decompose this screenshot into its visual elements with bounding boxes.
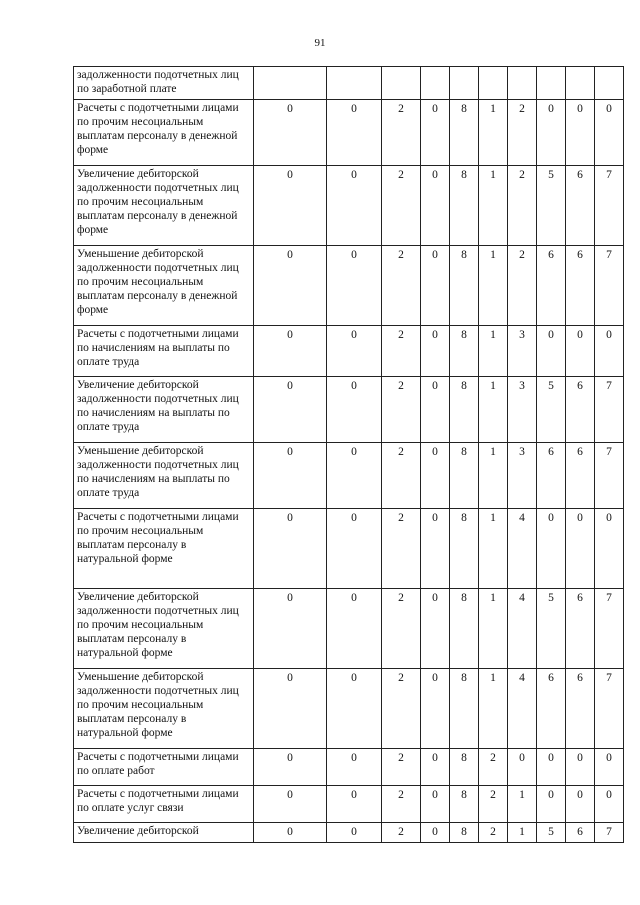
code-digit-cell: 0 bbox=[421, 246, 450, 326]
code-digit-cell: 8 bbox=[450, 166, 479, 246]
code-digit-cell: 0 bbox=[421, 749, 450, 786]
code-digit-cell: 8 bbox=[450, 443, 479, 509]
table-row bbox=[74, 100, 624, 166]
code-digit-cell: 8 bbox=[450, 669, 479, 749]
code-digit-cell: 6 bbox=[566, 377, 595, 443]
code-digit-cell: 0 bbox=[595, 100, 624, 166]
code-digit-cell: 0 bbox=[327, 749, 382, 786]
code-digit-cell: 7 bbox=[595, 669, 624, 749]
code-digit-cell: 0 bbox=[566, 326, 595, 377]
table-row bbox=[74, 786, 624, 823]
code-digit-cell: 0 bbox=[327, 589, 382, 669]
code-digit-cell: 0 bbox=[254, 749, 327, 786]
code-digit-cell: 8 bbox=[450, 246, 479, 326]
table-row bbox=[74, 589, 624, 669]
table-row bbox=[74, 443, 624, 509]
code-digit-cell: 0 bbox=[595, 786, 624, 823]
code-digit-cell: 8 bbox=[450, 749, 479, 786]
code-digit-cell bbox=[382, 67, 421, 100]
code-digit-cell: 0 bbox=[327, 823, 382, 843]
code-digit-cell: 2 bbox=[382, 589, 421, 669]
code-digit-cell: 0 bbox=[421, 509, 450, 589]
code-digit-cell: 1 bbox=[508, 823, 537, 843]
code-digit-cell: 8 bbox=[450, 786, 479, 823]
code-digit-cell: 2 bbox=[508, 166, 537, 246]
code-digit-cell: 2 bbox=[382, 377, 421, 443]
code-digit-cell: 8 bbox=[450, 589, 479, 669]
code-digit-cell: 2 bbox=[479, 749, 508, 786]
account-name-cell: Увеличение дебиторской задолженности подотчетных лиц по прочим несоциальным выплатам персоналу в денежной форме bbox=[74, 166, 254, 246]
code-digit-cell bbox=[254, 67, 327, 100]
account-name-cell: Увеличение дебиторской задолженности подотчетных лиц по начислениям на выплаты по оплате труда bbox=[74, 377, 254, 443]
code-digit-cell: 0 bbox=[421, 669, 450, 749]
code-digit-cell: 7 bbox=[595, 589, 624, 669]
code-digit-cell: 0 bbox=[254, 589, 327, 669]
account-name-cell: Увеличение дебиторской задолженности подотчетных лиц по прочим несоциальным выплатам персоналу в натуральной форме bbox=[74, 589, 254, 669]
code-digit-cell: 2 bbox=[382, 509, 421, 589]
account-name-cell: Уменьшение дебиторской задолженности подотчетных лиц по прочим несоциальным выплатам персоналу в натуральной форме bbox=[74, 669, 254, 749]
code-digit-cell: 1 bbox=[479, 166, 508, 246]
code-digit-cell: 1 bbox=[479, 246, 508, 326]
account-name-cell: Расчеты с подотчетными лицами по оплате услуг связи bbox=[74, 786, 254, 823]
code-digit-cell: 7 bbox=[595, 377, 624, 443]
account-name-cell: Уменьшение дебиторской задолженности подотчетных лиц по начислениям на выплаты по оплате труда bbox=[74, 443, 254, 509]
table-row bbox=[74, 669, 624, 749]
code-digit-cell: 2 bbox=[508, 100, 537, 166]
code-digit-cell: 0 bbox=[327, 246, 382, 326]
code-digit-cell: 6 bbox=[566, 443, 595, 509]
code-digit-cell: 2 bbox=[382, 786, 421, 823]
code-digit-cell bbox=[479, 67, 508, 100]
code-digit-cell: 1 bbox=[479, 509, 508, 589]
code-digit-cell: 0 bbox=[566, 786, 595, 823]
code-digit-cell: 0 bbox=[566, 100, 595, 166]
code-digit-cell: 2 bbox=[382, 749, 421, 786]
code-digit-cell: 0 bbox=[254, 823, 327, 843]
code-digit-cell: 0 bbox=[254, 326, 327, 377]
code-digit-cell: 5 bbox=[537, 377, 566, 443]
code-digit-cell: 3 bbox=[508, 377, 537, 443]
code-digit-cell: 0 bbox=[327, 326, 382, 377]
code-digit-cell: 0 bbox=[327, 166, 382, 246]
code-digit-cell: 6 bbox=[566, 166, 595, 246]
code-digit-cell: 0 bbox=[537, 326, 566, 377]
code-digit-cell: 2 bbox=[382, 669, 421, 749]
code-digit-cell: 0 bbox=[595, 749, 624, 786]
code-digit-cell: 6 bbox=[566, 823, 595, 843]
code-digit-cell: 0 bbox=[327, 377, 382, 443]
code-digit-cell: 0 bbox=[537, 749, 566, 786]
table-row bbox=[74, 823, 624, 843]
code-digit-cell: 0 bbox=[595, 326, 624, 377]
code-digit-cell: 1 bbox=[479, 669, 508, 749]
code-digit-cell: 1 bbox=[479, 443, 508, 509]
code-digit-cell: 1 bbox=[479, 377, 508, 443]
code-digit-cell: 0 bbox=[421, 823, 450, 843]
code-digit-cell: 0 bbox=[254, 377, 327, 443]
code-digit-cell: 0 bbox=[254, 443, 327, 509]
code-digit-cell: 0 bbox=[254, 669, 327, 749]
code-digit-cell: 7 bbox=[595, 246, 624, 326]
code-digit-cell: 8 bbox=[450, 509, 479, 589]
code-digit-cell bbox=[537, 67, 566, 100]
code-digit-cell: 0 bbox=[254, 246, 327, 326]
code-digit-cell: 4 bbox=[508, 669, 537, 749]
code-digit-cell: 3 bbox=[508, 443, 537, 509]
code-digit-cell: 1 bbox=[508, 786, 537, 823]
code-digit-cell: 6 bbox=[537, 443, 566, 509]
code-digit-cell: 8 bbox=[450, 100, 479, 166]
code-digit-cell: 2 bbox=[382, 326, 421, 377]
code-digit-cell bbox=[595, 67, 624, 100]
code-digit-cell bbox=[327, 67, 382, 100]
table-row bbox=[74, 749, 624, 786]
code-digit-cell: 0 bbox=[254, 509, 327, 589]
account-name-cell: Увеличение дебиторской bbox=[74, 823, 254, 843]
code-digit-cell: 0 bbox=[537, 100, 566, 166]
code-digit-cell: 4 bbox=[508, 589, 537, 669]
code-digit-cell: 0 bbox=[537, 786, 566, 823]
code-digit-cell: 2 bbox=[479, 823, 508, 843]
code-digit-cell: 0 bbox=[421, 100, 450, 166]
code-digit-cell: 2 bbox=[382, 166, 421, 246]
account-name-cell: задолженности подотчетных лиц по заработной плате bbox=[74, 67, 254, 100]
code-digit-cell: 8 bbox=[450, 326, 479, 377]
code-digit-cell: 6 bbox=[566, 589, 595, 669]
code-digit-cell bbox=[508, 67, 537, 100]
table-row bbox=[74, 509, 624, 589]
page-number: 91 bbox=[314, 37, 326, 49]
code-digit-cell bbox=[450, 67, 479, 100]
code-digit-cell: 0 bbox=[327, 443, 382, 509]
code-digit-cell: 3 bbox=[508, 326, 537, 377]
account-name-cell: Расчеты с подотчетными лицами по оплате работ bbox=[74, 749, 254, 786]
table-row bbox=[74, 246, 624, 326]
table-row bbox=[74, 326, 624, 377]
code-digit-cell: 0 bbox=[421, 166, 450, 246]
code-digit-cell: 0 bbox=[421, 326, 450, 377]
accounts-table bbox=[73, 66, 624, 843]
code-digit-cell: 0 bbox=[537, 509, 566, 589]
code-digit-cell bbox=[566, 67, 595, 100]
code-digit-cell: 1 bbox=[479, 100, 508, 166]
table-row bbox=[74, 377, 624, 443]
code-digit-cell bbox=[421, 67, 450, 100]
code-digit-cell: 2 bbox=[382, 246, 421, 326]
code-digit-cell: 7 bbox=[595, 443, 624, 509]
code-digit-cell: 4 bbox=[508, 509, 537, 589]
code-digit-cell: 0 bbox=[595, 509, 624, 589]
code-digit-cell: 0 bbox=[508, 749, 537, 786]
code-digit-cell: 2 bbox=[479, 786, 508, 823]
code-digit-cell: 0 bbox=[421, 786, 450, 823]
code-digit-cell: 0 bbox=[254, 100, 327, 166]
code-digit-cell: 6 bbox=[537, 669, 566, 749]
account-name-cell: Уменьшение дебиторской задолженности подотчетных лиц по прочим несоциальным выплатам персоналу в денежной форме bbox=[74, 246, 254, 326]
code-digit-cell: 1 bbox=[479, 589, 508, 669]
code-digit-cell: 6 bbox=[566, 669, 595, 749]
code-digit-cell: 0 bbox=[327, 100, 382, 166]
code-digit-cell: 6 bbox=[537, 246, 566, 326]
table-row bbox=[74, 166, 624, 246]
account-name-cell: Расчеты с подотчетными лицами по прочим несоциальным выплатам персоналу в денежной форме bbox=[74, 100, 254, 166]
code-digit-cell: 0 bbox=[327, 509, 382, 589]
code-digit-cell: 0 bbox=[254, 166, 327, 246]
code-digit-cell: 5 bbox=[537, 166, 566, 246]
code-digit-cell: 8 bbox=[450, 823, 479, 843]
code-digit-cell: 8 bbox=[450, 377, 479, 443]
code-digit-cell: 2 bbox=[382, 823, 421, 843]
code-digit-cell: 5 bbox=[537, 823, 566, 843]
code-digit-cell: 0 bbox=[327, 669, 382, 749]
code-digit-cell: 1 bbox=[479, 326, 508, 377]
code-digit-cell: 2 bbox=[382, 100, 421, 166]
code-digit-cell: 7 bbox=[595, 166, 624, 246]
code-digit-cell: 0 bbox=[421, 589, 450, 669]
code-digit-cell: 0 bbox=[566, 509, 595, 589]
code-digit-cell: 2 bbox=[382, 443, 421, 509]
code-digit-cell: 0 bbox=[254, 786, 327, 823]
accounts-table-body bbox=[74, 67, 624, 843]
code-digit-cell: 7 bbox=[595, 823, 624, 843]
code-digit-cell: 0 bbox=[566, 749, 595, 786]
code-digit-cell: 0 bbox=[421, 443, 450, 509]
code-digit-cell: 5 bbox=[537, 589, 566, 669]
code-digit-cell: 2 bbox=[508, 246, 537, 326]
code-digit-cell: 6 bbox=[566, 246, 595, 326]
code-digit-cell: 0 bbox=[327, 786, 382, 823]
account-name-cell: Расчеты с подотчетными лицами по начислениям на выплаты по оплате труда bbox=[74, 326, 254, 377]
account-name-cell: Расчеты с подотчетными лицами по прочим несоциальным выплатам персоналу в натуральной форме bbox=[74, 509, 254, 589]
code-digit-cell: 0 bbox=[421, 377, 450, 443]
table-row bbox=[74, 67, 624, 100]
